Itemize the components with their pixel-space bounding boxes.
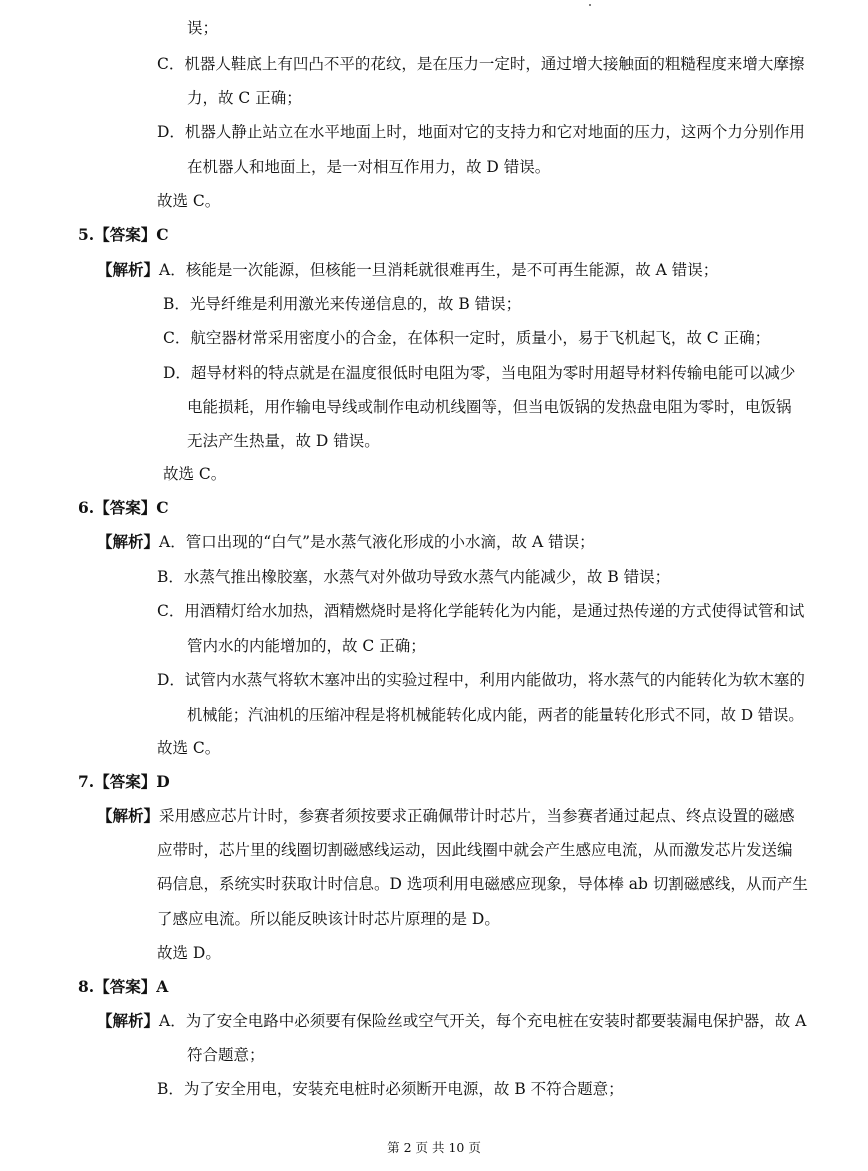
text-line: 故选 D。 (157, 944, 221, 962)
text-line: 机械能；汽油机的压缩冲程是将机械能转化成内能，两者的能量转化形式不同，故 D 错误。 (187, 706, 804, 724)
question-number: 6. (78, 498, 95, 517)
text-line: 码信息，系统实时获取计时信息。D 选项利用电磁感应现象，导体棒 ab 切割磁感线，从而产生 (157, 875, 808, 893)
text-line: 电能损耗，用作输电导线或制作电动机线圈等，但当电饭锅的发热盘电阻为零时，电饭锅 (187, 398, 792, 416)
text-line: D．试管内水蒸气将软木塞冲出的实验过程中，利用内能做功，将水蒸气的内能转化为软木塞的 (157, 671, 805, 689)
answer-label: 【答案】 (94, 498, 157, 517)
answer-label: 【答案】 (94, 225, 157, 244)
text-line: 无法产生热量，故 D 错误。 (187, 432, 380, 450)
text-line: C．机器人鞋底上有凹凸不平的花纹，是在压力一定时，通过增大接触面的粗糙程度来增大摩擦 (157, 55, 805, 73)
analysis-label: 【解析】 (97, 532, 160, 551)
answer-heading (78, 225, 169, 245)
answer-value: A (156, 977, 169, 996)
answer-heading (78, 977, 168, 997)
text-line: 故选 C。 (157, 739, 221, 757)
text-line: D．超导材料的特点就是在温度很低时电阻为零，当电阻为零时用超导材料传输电能可以减少 (163, 364, 796, 382)
text-line: 应带时，芯片里的线圈切割磁感线运动，因此线圈中就会产生感应电流，从而激发芯片发送编 (157, 841, 793, 859)
text-line: 符合题意； (187, 1046, 265, 1064)
text-line: B．水蒸气推出橡胶塞，水蒸气对外做功导致水蒸气内能减少，故 B 错误； (157, 568, 671, 586)
text-line: 力，故 C 正确； (187, 89, 302, 107)
text-line: 故选 C。 (163, 465, 227, 483)
text-line: A．核能是一次能源，但核能一旦消耗就很难再生，是不可再生能源，故 A 错误； (159, 261, 719, 279)
question-number: 7. (78, 772, 95, 791)
answer-value: C (156, 225, 169, 244)
answer-label: 【答案】 (94, 772, 157, 791)
text-line: C．用酒精灯给水加热，酒精燃烧时是将化学能转化为内能，是通过热传递的方式使得试管和试 (157, 602, 805, 620)
text-line: 管内水的内能增加的，故 C 正确； (187, 637, 426, 655)
page-number-footer: 第 2 页 共 10 页 (387, 1140, 481, 1155)
answer-value: C (156, 498, 169, 517)
text-line: 采用感应芯片计时，参赛者须按要求正确佩带计时芯片，当参赛者通过起点、终点设置的磁感 (159, 807, 795, 825)
text-line: 误； (187, 19, 219, 37)
answer-heading (78, 772, 170, 792)
analysis-first-line (97, 1011, 806, 1031)
text-line: C．航空器材常采用密度小的合金，在体积一定时，质量小，易于飞机起飞，故 C 正确； (163, 329, 771, 347)
text-line: 了感应电流。所以能反映该计时芯片原理的是 D。 (157, 910, 500, 928)
text-line: A．为了安全电路中必须要有保险丝或空气开关，每个充电桩在安装时都要装漏电保护器，故 A (159, 1012, 807, 1030)
text-line: B．光导纤维是利用激光来传递信息的，故 B 错误； (163, 295, 522, 313)
text-line: A．管口出现的“白气”是水蒸气液化形成的小水滴，故 A 错误； (159, 533, 595, 551)
answer-heading (78, 498, 169, 518)
question-number: 8. (78, 977, 95, 996)
analysis-first-line (97, 806, 795, 826)
analysis-label: 【解析】 (97, 1011, 160, 1030)
analysis-first-line (97, 260, 718, 280)
scan-speck (589, 4, 591, 6)
text-line: 故选 C。 (157, 192, 221, 210)
question-number: 5. (78, 225, 95, 244)
answer-value: D (156, 772, 170, 791)
analysis-first-line (97, 532, 595, 552)
text-line: 在机器人和地面上，是一对相互作用力，故 D 错误。 (187, 158, 551, 176)
analysis-label: 【解析】 (97, 260, 160, 279)
text-line: B．为了安全用电，安装充电桩时必须断开电源，故 B 不符合题意； (157, 1080, 624, 1098)
analysis-label: 【解析】 (97, 806, 160, 825)
answer-label: 【答案】 (94, 977, 157, 996)
text-line: D．机器人静止站立在水平地面上时，地面对它的支持力和它对地面的压力，这两个力分别作用 (157, 123, 805, 141)
